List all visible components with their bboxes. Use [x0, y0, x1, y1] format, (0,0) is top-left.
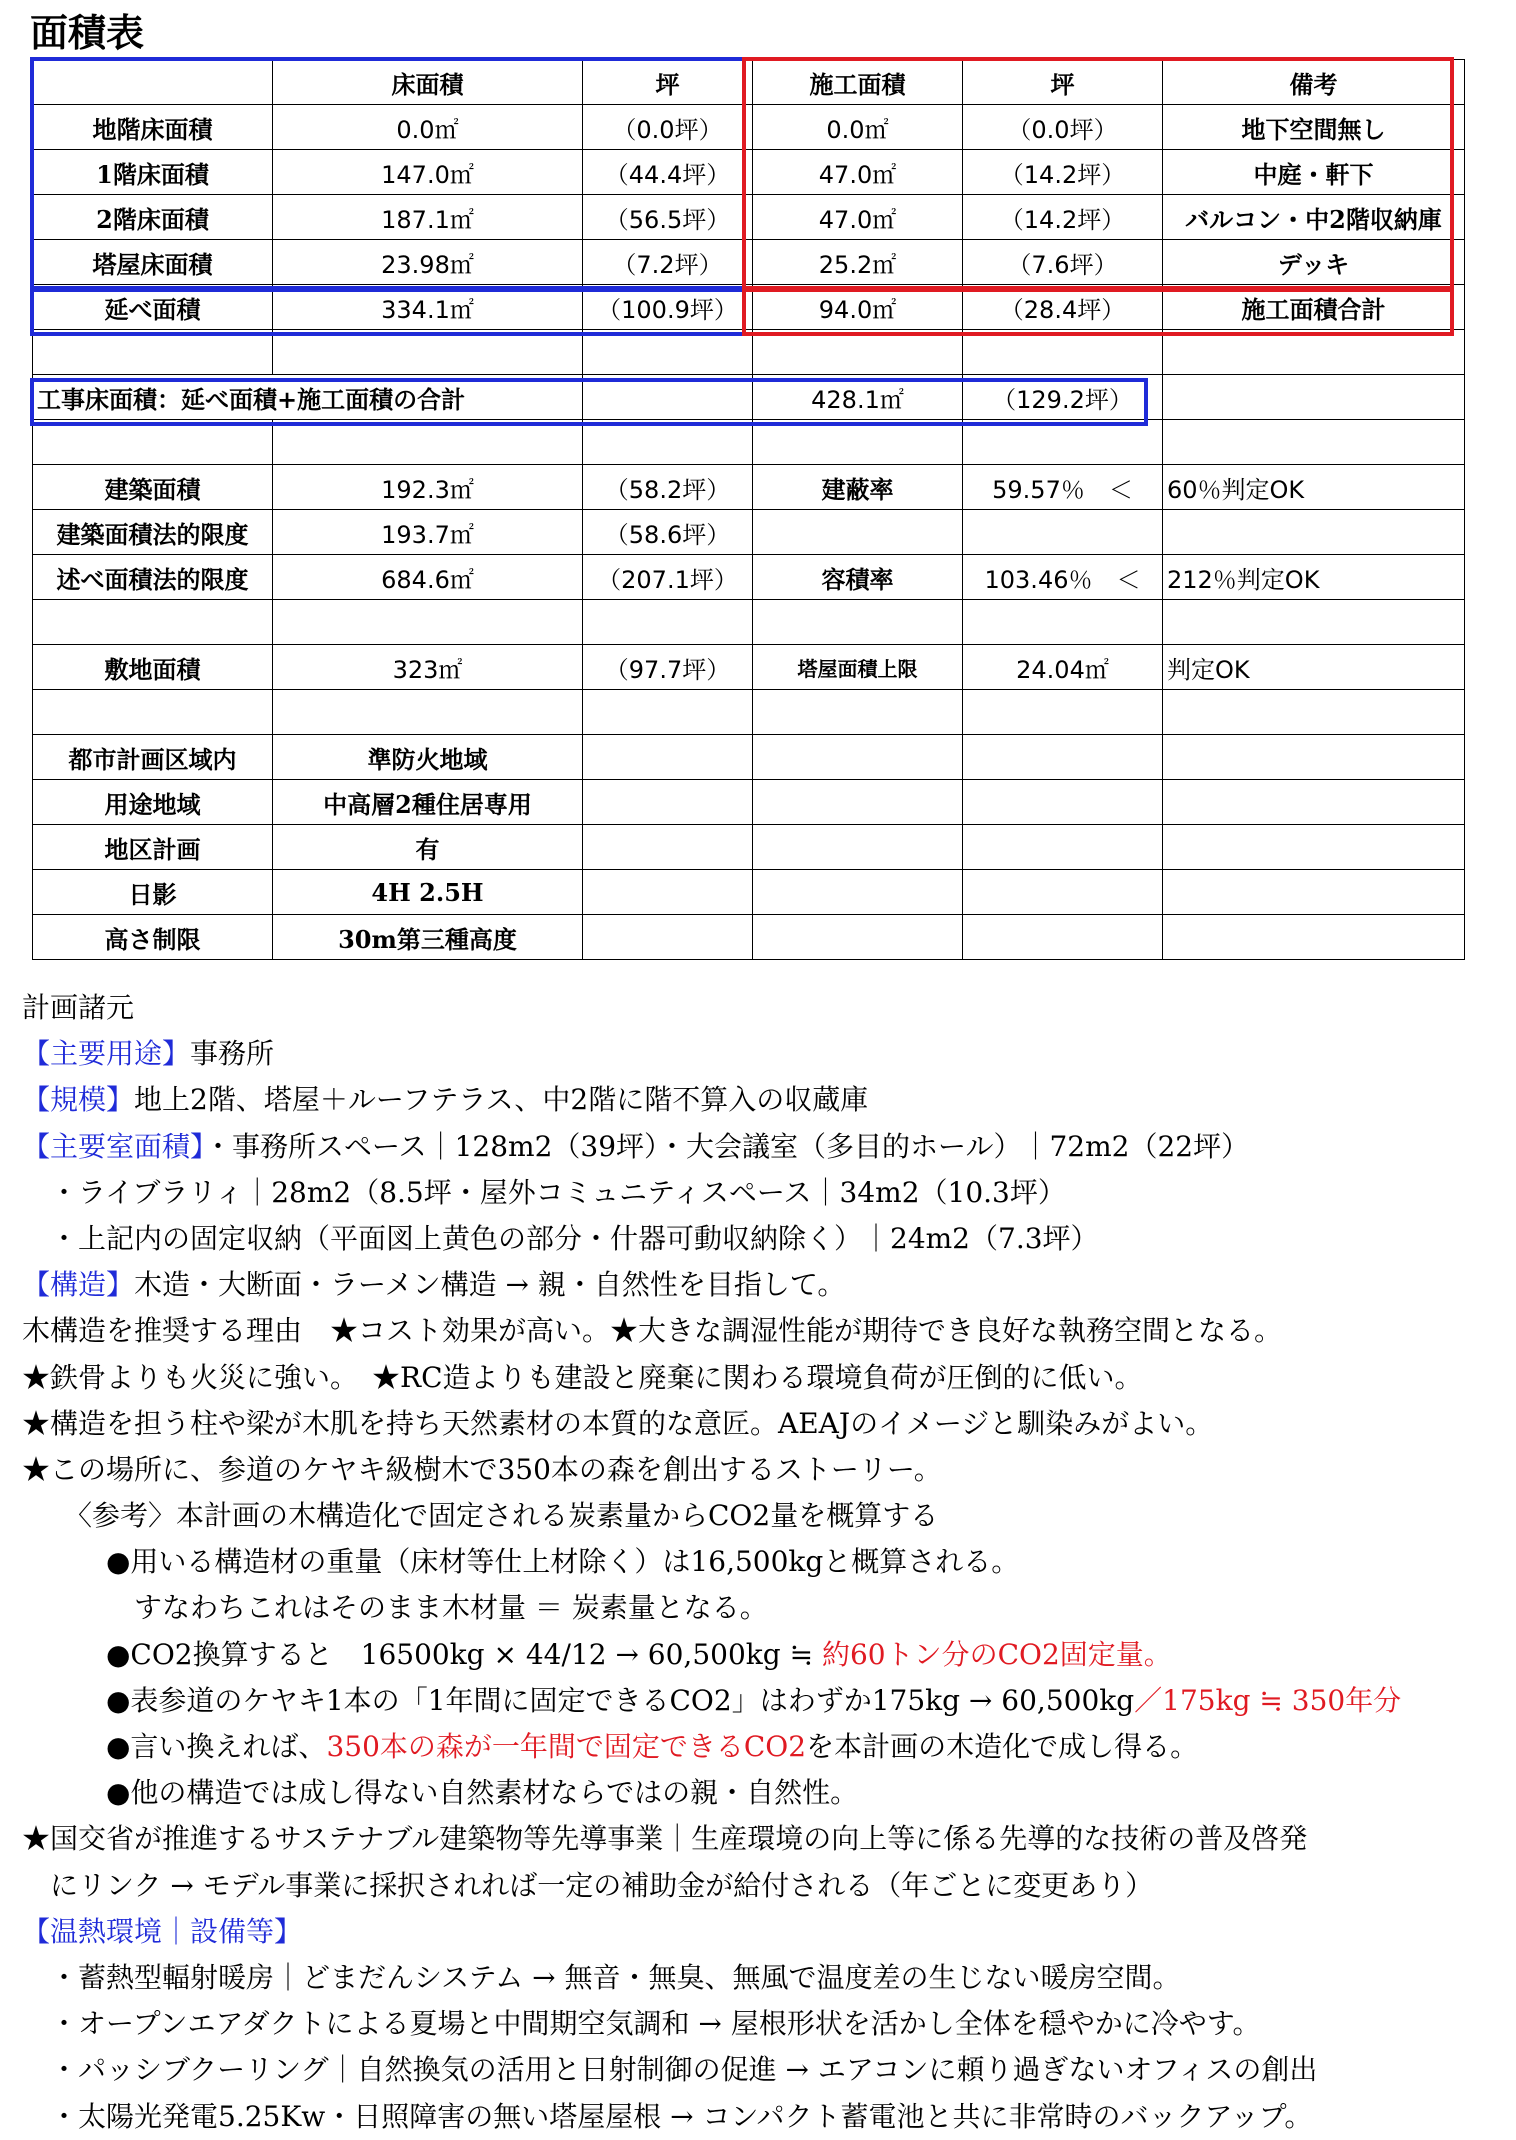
table-cell: （7.6坪）: [963, 240, 1163, 285]
table-cell: （7.2坪）: [583, 240, 753, 285]
table-cell: 中庭・軒下: [1163, 150, 1465, 195]
plan-line: 〈参考〉本計画の木構造化で固定される炭素量からCO2量を概算する: [22, 1499, 939, 1533]
plan-line: 【温熱環境｜設備等】: [22, 1914, 303, 1948]
row-label: 述べ面積法的限度: [33, 555, 273, 600]
table-row: [33, 735, 1465, 780]
table-cell: （129.2坪）: [963, 375, 1163, 420]
plan-line: すなわちこれはそのまま木材量 ＝ 炭素量となる。: [22, 1591, 768, 1625]
row-label: 用途地域: [33, 780, 273, 825]
plan-line: 【構造】木造・大断面・ラーメン構造 → 親・自然性を目指して。: [22, 1268, 846, 1302]
header-row: [33, 60, 1465, 105]
table-cell: 59.57％ ＜: [963, 465, 1163, 510]
table-row: [33, 870, 1465, 915]
table-cell: （58.6坪）: [583, 510, 753, 555]
table-cell: 147.0㎡: [273, 150, 583, 195]
table-cell: 684.6㎡: [273, 555, 583, 600]
row-label: 延べ面積: [33, 285, 273, 330]
table-cell: バルコン・中2階収納庫: [1163, 195, 1465, 240]
table-cell: 47.0㎡: [753, 150, 963, 195]
table-row: [33, 555, 1465, 600]
plan-line: ●他の構造では成し得ない自然素材ならではの親・自然性。: [22, 1776, 859, 1810]
plan-line: ●CO2換算すると 16500kg × 44/12 → 60,500kg ≒ 約60トン分のCO2固定量。: [22, 1637, 1172, 1671]
row-label: 1階床面積: [33, 150, 273, 195]
plan-line: にリンク → モデル事業に採択されれば一定の補助金が給付される（年ごとに変更あり）: [22, 1868, 1154, 1902]
row-label: 塔屋床面積: [33, 240, 273, 285]
plan-heading: 計画諸元: [22, 991, 135, 1024]
plan-line: ★国交省が推進するサステナブル建築物等先導事業｜生産環境の向上等に係る先導的な技術の普及啓発: [22, 1822, 1308, 1856]
table-row: [33, 285, 1465, 330]
empty-row: [33, 330, 1465, 375]
table-cell: （100.9坪）: [583, 285, 753, 330]
row-label: 地階床面積: [33, 105, 273, 150]
plan-line: ・蓄熱型輻射暖房｜どまだんシステム → 無音・無臭、無風で温度差の生じない暖房空間。: [22, 1960, 1181, 1994]
table-cell: 428.1㎡: [753, 375, 963, 420]
table-cell: 施工面積合計: [1163, 285, 1465, 330]
row-label: 工事床面積：延べ面積+施工面積の合計: [33, 375, 583, 420]
table-cell: （56.5坪）: [583, 195, 753, 240]
header-floor-area: 床面積: [273, 60, 583, 105]
table-cell: 中高層2種住居専用: [273, 780, 583, 825]
row-label: 建築面積: [33, 465, 273, 510]
plan-line: 【規模】地上2階、塔屋＋ルーフテラス、中2階に階不算入の収蔵庫: [22, 1083, 869, 1117]
empty-row: [33, 600, 1465, 645]
row-label: 都市計画区域内: [33, 735, 273, 780]
plan-line: ★この場所に、参道のケヤキ級樹木で350本の森を創出するストーリー。: [22, 1452, 942, 1486]
table-row: [33, 510, 1465, 555]
plan-line: ・太陽光発電5.25Kw・日照障害の無い塔屋屋根 → コンパクト蓄電池と共に非常時のバックアップ。: [22, 2099, 1313, 2133]
table-cell: 0.0㎡: [753, 105, 963, 150]
header-tsubo: 坪: [583, 60, 753, 105]
table-cell: （44.4坪）: [583, 150, 753, 195]
table-cell: 60％判定OK: [1163, 465, 1465, 510]
plan-line: 木構造を推奨する理由 ★コスト効果が高い。★大きな調湿性能が期待でき良好な執務空間となる。: [22, 1314, 1283, 1348]
table-cell: 193.7㎡: [273, 510, 583, 555]
table-row: [33, 915, 1465, 960]
table-cell: （14.2坪）: [963, 150, 1163, 195]
table-row: [33, 780, 1465, 825]
plan-line: ・パッシブクーリング｜自然換気の活用と日射制御の促進 → エアコンに頼り過ぎないオフィスの創出: [22, 2053, 1318, 2087]
plan-line: ★構造を担う柱や梁が木肌を持ち天然素材の本質的な意匠。AEAJのイメージと馴染みがよい。: [22, 1406, 1214, 1440]
table-cell: （58.2坪）: [583, 465, 753, 510]
page-title: 面積表: [30, 11, 145, 55]
area-table: [32, 59, 1465, 960]
table-cell: 212％判定OK: [1163, 555, 1465, 600]
table-cell: （28.4坪）: [963, 285, 1163, 330]
empty-row: [33, 690, 1465, 735]
table-cell: 塔屋面積上限: [753, 645, 963, 690]
table-cell: 4H 2.5H: [273, 870, 583, 915]
table-cell: （97.7坪）: [583, 645, 753, 690]
row-label: 高さ制限: [33, 915, 273, 960]
row-label: 建築面積法的限度: [33, 510, 273, 555]
table-cell: デッキ: [1163, 240, 1465, 285]
table-cell: 30m第三種高度: [273, 915, 583, 960]
table-cell: 地下空間無し: [1163, 105, 1465, 150]
plan-specs: [22, 985, 1512, 2140]
table-row: [33, 465, 1465, 510]
header-construction-area: 施工面積: [753, 60, 963, 105]
table-cell: 建蔽率: [753, 465, 963, 510]
table-cell: （0.0坪）: [963, 105, 1163, 150]
plan-line: ・ライブラリィ｜28m2（8.5坪・屋外コミュニティスペース｜34m2（10.3坪）: [22, 1175, 1066, 1209]
empty-row: [33, 420, 1465, 465]
table-row: [33, 645, 1465, 690]
header-remarks: 備考: [1163, 60, 1465, 105]
row-label: 地区計画: [33, 825, 273, 870]
table-cell: （14.2坪）: [963, 195, 1163, 240]
table-cell: 334.1㎡: [273, 285, 583, 330]
plan-line: ・オープンエアダクトによる夏場と中間期空気調和 → 屋根形状を活かし全体を穏やかに冷やす。: [22, 2007, 1261, 2041]
table-cell: 25.2㎡: [753, 240, 963, 285]
table-cell: 容積率: [753, 555, 963, 600]
table-cell: 0.0㎡: [273, 105, 583, 150]
row-label: 敷地面積: [33, 645, 273, 690]
table-cell: 準防火地域: [273, 735, 583, 780]
table-cell: 24.04㎡: [963, 645, 1163, 690]
table-row: [33, 240, 1465, 285]
plan-line: ●言い換えれば、350本の森が一年間で固定できるCO2を本計画の木造化で成し得る。: [22, 1730, 1199, 1763]
table-cell: （207.1坪）: [583, 555, 753, 600]
plan-line: ●用いる構造材の重量（床材等仕上材除く）は16,500kgと概算される。: [22, 1545, 1020, 1579]
plan-line: ★鉄骨よりも火災に強い。 ★RC造よりも建設と廃棄に関わる環境負荷が圧倒的に低い。: [22, 1360, 1143, 1394]
table-row: [33, 195, 1465, 240]
plan-line: 【主要室面積】・事務所スペース｜128m2（39坪）・大会議室（多目的ホール）｜72m2（22坪）: [22, 1129, 1250, 1163]
plan-line: ・上記内の固定収納（平面図上黄色の部分・什器可動収納除く）｜24m2（7.3坪）: [22, 1221, 1099, 1255]
table-cell: 47.0㎡: [753, 195, 963, 240]
table-row: [33, 105, 1465, 150]
table-row: [33, 150, 1465, 195]
table-cell: 103.46％ ＜: [963, 555, 1163, 600]
table-cell: 有: [273, 825, 583, 870]
table-cell: 23.98㎡: [273, 240, 583, 285]
table-row: [33, 375, 1465, 420]
row-label: 2階床面積: [33, 195, 273, 240]
table-cell: 323㎡: [273, 645, 583, 690]
table-cell: 判定OK: [1163, 645, 1465, 690]
table-cell: 192.3㎡: [273, 465, 583, 510]
plan-line: ●表参道のケヤキ1本の「1年間に固定できるCO2」はわずか175kg → 60,500kg／175kg ≒ 350年分: [22, 1683, 1402, 1717]
plan-line: 【主要用途】事務所: [22, 1037, 275, 1071]
table-cell: 94.0㎡: [753, 285, 963, 330]
table-row: [33, 825, 1465, 870]
table-cell: （0.0坪）: [583, 105, 753, 150]
header-tsubo-2: 坪: [963, 60, 1163, 105]
table-cell: 187.1㎡: [273, 195, 583, 240]
row-label: 日影: [33, 870, 273, 915]
